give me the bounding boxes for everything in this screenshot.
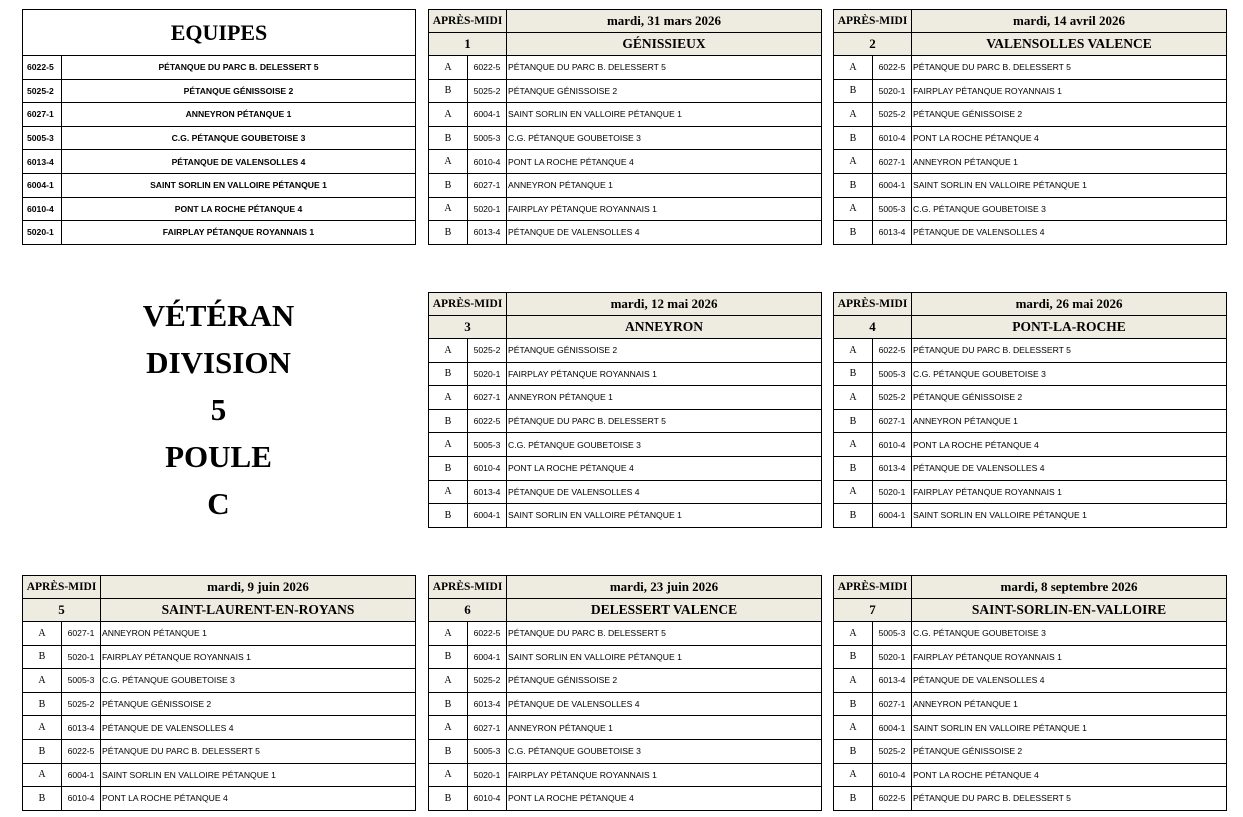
round-number: 7 bbox=[834, 599, 912, 622]
match-row bbox=[429, 739, 822, 763]
match-team: C.G. PÉTANQUE GOUBETOISE 3 bbox=[101, 669, 416, 693]
team-row bbox=[23, 79, 416, 103]
match-side: A bbox=[429, 763, 468, 787]
match-row bbox=[429, 763, 822, 787]
match-side: B bbox=[834, 692, 873, 716]
match-team: FAIRPLAY PÉTANQUE ROYANNAIS 1 bbox=[507, 197, 822, 221]
match-side: B bbox=[429, 126, 468, 150]
team-name: PÉTANQUE DE VALENSOLLES 4 bbox=[62, 150, 416, 174]
match-row bbox=[429, 480, 822, 504]
match-code: 6010-4 bbox=[468, 456, 507, 480]
match-team: FAIRPLAY PÉTANQUE ROYANNAIS 1 bbox=[507, 362, 822, 386]
match-team: PÉTANQUE GÉNISSOISE 2 bbox=[507, 339, 822, 363]
match-code: 6027-1 bbox=[873, 692, 912, 716]
match-side: A bbox=[23, 622, 62, 646]
team-name: FAIRPLAY PÉTANQUE ROYANNAIS 1 bbox=[62, 221, 416, 245]
match-side: B bbox=[834, 645, 873, 669]
match-team: PÉTANQUE GÉNISSOISE 2 bbox=[507, 79, 822, 103]
round-table bbox=[428, 9, 822, 245]
match-row bbox=[429, 787, 822, 811]
match-row bbox=[834, 456, 1227, 480]
team-row bbox=[23, 221, 416, 245]
division-title-line: POULE bbox=[165, 439, 272, 474]
match-side: B bbox=[429, 79, 468, 103]
match-team: C.G. PÉTANQUE GOUBETOISE 3 bbox=[507, 126, 822, 150]
team-row bbox=[23, 173, 416, 197]
round-table bbox=[428, 575, 822, 811]
match-row bbox=[429, 409, 822, 433]
match-code: 5025-2 bbox=[873, 386, 912, 410]
match-row bbox=[23, 787, 416, 811]
match-row bbox=[429, 103, 822, 127]
period-label: APRÈS-MIDI bbox=[429, 576, 507, 599]
division-title-line: VÉTÉRAN bbox=[142, 298, 295, 333]
match-team: FAIRPLAY PÉTANQUE ROYANNAIS 1 bbox=[912, 79, 1227, 103]
match-team: PÉTANQUE DE VALENSOLLES 4 bbox=[912, 221, 1227, 245]
match-code: 5005-3 bbox=[873, 622, 912, 646]
match-team: PONT LA ROCHE PÉTANQUE 4 bbox=[507, 456, 822, 480]
match-side: A bbox=[834, 150, 873, 174]
match-side: A bbox=[429, 716, 468, 740]
match-team: ANNEYRON PÉTANQUE 1 bbox=[912, 692, 1227, 716]
match-side: A bbox=[429, 669, 468, 693]
team-row bbox=[23, 103, 416, 127]
match-team: PÉTANQUE GÉNISSOISE 2 bbox=[912, 739, 1227, 763]
match-row bbox=[429, 645, 822, 669]
match-code: 6022-5 bbox=[873, 787, 912, 811]
team-code: 5005-3 bbox=[23, 126, 62, 150]
match-code: 6022-5 bbox=[468, 409, 507, 433]
round-venue: SAINT-SORLIN-EN-VALLOIRE bbox=[912, 599, 1227, 622]
match-row bbox=[429, 56, 822, 80]
match-code: 5020-1 bbox=[468, 763, 507, 787]
match-side: B bbox=[834, 739, 873, 763]
period-label: APRÈS-MIDI bbox=[429, 293, 507, 316]
match-side: A bbox=[834, 669, 873, 693]
match-team: PONT LA ROCHE PÉTANQUE 4 bbox=[101, 787, 416, 811]
match-code: 6004-1 bbox=[873, 173, 912, 197]
match-side: B bbox=[834, 787, 873, 811]
team-row bbox=[23, 197, 416, 221]
round-date: mardi, 26 mai 2026 bbox=[912, 293, 1227, 316]
match-team: PÉTANQUE DU PARC B. DELESSERT 5 bbox=[101, 739, 416, 763]
match-team: SAINT SORLIN EN VALLOIRE PÉTANQUE 1 bbox=[912, 716, 1227, 740]
match-row bbox=[23, 645, 416, 669]
match-code: 6010-4 bbox=[873, 126, 912, 150]
match-side: A bbox=[429, 622, 468, 646]
match-row bbox=[429, 504, 822, 528]
match-team: ANNEYRON PÉTANQUE 1 bbox=[912, 150, 1227, 174]
match-code: 5025-2 bbox=[62, 692, 101, 716]
match-code: 5020-1 bbox=[873, 480, 912, 504]
match-code: 5025-2 bbox=[468, 79, 507, 103]
match-side: B bbox=[23, 739, 62, 763]
match-team: PÉTANQUE GÉNISSOISE 2 bbox=[101, 692, 416, 716]
match-side: B bbox=[429, 504, 468, 528]
match-team: C.G. PÉTANQUE GOUBETOISE 3 bbox=[507, 433, 822, 457]
match-team: C.G. PÉTANQUE GOUBETOISE 3 bbox=[912, 362, 1227, 386]
match-side: A bbox=[23, 669, 62, 693]
round-number: 2 bbox=[834, 33, 912, 56]
match-code: 6022-5 bbox=[873, 339, 912, 363]
match-side: A bbox=[834, 716, 873, 740]
match-code: 6022-5 bbox=[62, 739, 101, 763]
match-team: SAINT SORLIN EN VALLOIRE PÉTANQUE 1 bbox=[912, 504, 1227, 528]
match-team: PÉTANQUE DE VALENSOLLES 4 bbox=[912, 456, 1227, 480]
match-team: PÉTANQUE DU PARC B. DELESSERT 5 bbox=[507, 409, 822, 433]
division-title-line: 5 bbox=[210, 392, 227, 427]
round-date: mardi, 12 mai 2026 bbox=[507, 293, 822, 316]
match-team: PÉTANQUE DU PARC B. DELESSERT 5 bbox=[507, 622, 822, 646]
round-venue: SAINT-LAURENT-EN-ROYANS bbox=[101, 599, 416, 622]
team-row bbox=[23, 126, 416, 150]
team-name: PÉTANQUE GÉNISSOISE 2 bbox=[62, 79, 416, 103]
match-row bbox=[834, 150, 1227, 174]
match-side: A bbox=[834, 56, 873, 80]
match-side: B bbox=[429, 173, 468, 197]
match-row bbox=[834, 669, 1227, 693]
match-row bbox=[834, 362, 1227, 386]
match-team: PÉTANQUE GÉNISSOISE 2 bbox=[507, 669, 822, 693]
match-code: 6027-1 bbox=[873, 409, 912, 433]
match-side: B bbox=[834, 79, 873, 103]
round-date: mardi, 14 avril 2026 bbox=[912, 10, 1227, 33]
match-side: B bbox=[834, 126, 873, 150]
match-side: A bbox=[834, 197, 873, 221]
match-side: A bbox=[429, 56, 468, 80]
match-team: PÉTANQUE DU PARC B. DELESSERT 5 bbox=[912, 339, 1227, 363]
match-code: 6013-4 bbox=[468, 221, 507, 245]
match-row bbox=[834, 173, 1227, 197]
match-team: ANNEYRON PÉTANQUE 1 bbox=[507, 716, 822, 740]
match-side: B bbox=[834, 362, 873, 386]
teams-title: EQUIPES bbox=[23, 10, 416, 56]
match-code: 5020-1 bbox=[873, 79, 912, 103]
match-side: A bbox=[834, 763, 873, 787]
teams-table bbox=[22, 9, 416, 245]
match-team: PÉTANQUE GÉNISSOISE 2 bbox=[912, 386, 1227, 410]
match-team: PÉTANQUE DE VALENSOLLES 4 bbox=[507, 221, 822, 245]
match-row bbox=[429, 339, 822, 363]
match-team: PONT LA ROCHE PÉTANQUE 4 bbox=[912, 763, 1227, 787]
match-code: 6027-1 bbox=[468, 173, 507, 197]
match-team: C.G. PÉTANQUE GOUBETOISE 3 bbox=[912, 197, 1227, 221]
match-row bbox=[834, 716, 1227, 740]
match-row bbox=[429, 150, 822, 174]
match-row bbox=[834, 339, 1227, 363]
round-venue: DELESSERT VALENCE bbox=[507, 599, 822, 622]
match-team: ANNEYRON PÉTANQUE 1 bbox=[101, 622, 416, 646]
match-team: PÉTANQUE DE VALENSOLLES 4 bbox=[912, 669, 1227, 693]
match-code: 5025-2 bbox=[468, 339, 507, 363]
division-title bbox=[22, 292, 415, 527]
match-side: A bbox=[834, 339, 873, 363]
match-row bbox=[834, 622, 1227, 646]
match-code: 6004-1 bbox=[468, 645, 507, 669]
round-venue: VALENSOLLES VALENCE bbox=[912, 33, 1227, 56]
team-name: ANNEYRON PÉTANQUE 1 bbox=[62, 103, 416, 127]
team-code: 6027-1 bbox=[23, 103, 62, 127]
match-side: B bbox=[834, 409, 873, 433]
match-code: 6013-4 bbox=[873, 456, 912, 480]
match-code: 5005-3 bbox=[873, 362, 912, 386]
match-code: 6010-4 bbox=[468, 150, 507, 174]
match-side: B bbox=[834, 173, 873, 197]
match-side: A bbox=[429, 103, 468, 127]
round-venue: PONT-LA-ROCHE bbox=[912, 316, 1227, 339]
match-code: 6010-4 bbox=[873, 433, 912, 457]
match-team: C.G. PÉTANQUE GOUBETOISE 3 bbox=[912, 622, 1227, 646]
team-name: PÉTANQUE DU PARC B. DELESSERT 5 bbox=[62, 56, 416, 80]
team-code: 5020-1 bbox=[23, 221, 62, 245]
match-team: FAIRPLAY PÉTANQUE ROYANNAIS 1 bbox=[507, 763, 822, 787]
round-table bbox=[22, 575, 416, 811]
match-row bbox=[429, 716, 822, 740]
match-row bbox=[23, 622, 416, 646]
match-side: A bbox=[429, 480, 468, 504]
team-name: SAINT SORLIN EN VALLOIRE PÉTANQUE 1 bbox=[62, 173, 416, 197]
match-code: 5005-3 bbox=[62, 669, 101, 693]
match-team: PÉTANQUE DE VALENSOLLES 4 bbox=[507, 480, 822, 504]
team-row bbox=[23, 150, 416, 174]
round-date: mardi, 9 juin 2026 bbox=[101, 576, 416, 599]
match-code: 5005-3 bbox=[468, 433, 507, 457]
match-row bbox=[23, 716, 416, 740]
match-code: 6004-1 bbox=[468, 504, 507, 528]
match-team: ANNEYRON PÉTANQUE 1 bbox=[912, 409, 1227, 433]
match-code: 6013-4 bbox=[468, 692, 507, 716]
round-table bbox=[833, 9, 1227, 245]
team-name: C.G. PÉTANQUE GOUBETOISE 3 bbox=[62, 126, 416, 150]
match-row bbox=[429, 126, 822, 150]
match-row bbox=[429, 362, 822, 386]
match-row bbox=[834, 56, 1227, 80]
match-code: 6013-4 bbox=[873, 221, 912, 245]
match-row bbox=[834, 103, 1227, 127]
match-row bbox=[429, 79, 822, 103]
match-code: 6013-4 bbox=[873, 669, 912, 693]
round-number: 5 bbox=[23, 599, 101, 622]
match-side: A bbox=[429, 150, 468, 174]
match-team: PONT LA ROCHE PÉTANQUE 4 bbox=[507, 150, 822, 174]
period-label: APRÈS-MIDI bbox=[834, 10, 912, 33]
match-team: PÉTANQUE DU PARC B. DELESSERT 5 bbox=[507, 56, 822, 80]
match-row bbox=[834, 197, 1227, 221]
round-venue: ANNEYRON bbox=[507, 316, 822, 339]
match-code: 6022-5 bbox=[468, 56, 507, 80]
match-side: B bbox=[834, 221, 873, 245]
match-code: 6004-1 bbox=[62, 763, 101, 787]
match-code: 5005-3 bbox=[468, 126, 507, 150]
round-table bbox=[833, 292, 1227, 528]
match-team: C.G. PÉTANQUE GOUBETOISE 3 bbox=[507, 739, 822, 763]
match-row bbox=[23, 739, 416, 763]
match-code: 6013-4 bbox=[468, 480, 507, 504]
round-venue: GÉNISSIEUX bbox=[507, 33, 822, 56]
team-code: 6013-4 bbox=[23, 150, 62, 174]
match-row bbox=[834, 739, 1227, 763]
match-side: B bbox=[23, 787, 62, 811]
match-row bbox=[429, 386, 822, 410]
match-row bbox=[834, 79, 1227, 103]
match-code: 5005-3 bbox=[468, 739, 507, 763]
match-row bbox=[834, 692, 1227, 716]
match-team: SAINT SORLIN EN VALLOIRE PÉTANQUE 1 bbox=[507, 645, 822, 669]
match-code: 6027-1 bbox=[468, 716, 507, 740]
match-code: 5020-1 bbox=[873, 645, 912, 669]
match-team: PÉTANQUE GÉNISSOISE 2 bbox=[912, 103, 1227, 127]
match-team: PÉTANQUE DE VALENSOLLES 4 bbox=[101, 716, 416, 740]
match-side: A bbox=[834, 386, 873, 410]
match-row bbox=[429, 622, 822, 646]
period-label: APRÈS-MIDI bbox=[834, 576, 912, 599]
match-row bbox=[429, 669, 822, 693]
match-code: 5025-2 bbox=[873, 103, 912, 127]
match-row bbox=[23, 763, 416, 787]
period-label: APRÈS-MIDI bbox=[834, 293, 912, 316]
match-team: FAIRPLAY PÉTANQUE ROYANNAIS 1 bbox=[101, 645, 416, 669]
match-team: PONT LA ROCHE PÉTANQUE 4 bbox=[912, 126, 1227, 150]
round-date: mardi, 23 juin 2026 bbox=[507, 576, 822, 599]
match-side: A bbox=[429, 386, 468, 410]
round-table bbox=[428, 292, 822, 528]
match-row bbox=[834, 480, 1227, 504]
match-team: PONT LA ROCHE PÉTANQUE 4 bbox=[507, 787, 822, 811]
match-side: B bbox=[429, 456, 468, 480]
division-title-line: C bbox=[207, 486, 230, 521]
match-code: 6027-1 bbox=[62, 622, 101, 646]
team-code: 6010-4 bbox=[23, 197, 62, 221]
match-row bbox=[834, 221, 1227, 245]
match-team: ANNEYRON PÉTANQUE 1 bbox=[507, 173, 822, 197]
match-side: B bbox=[429, 409, 468, 433]
match-row bbox=[834, 504, 1227, 528]
match-row bbox=[429, 221, 822, 245]
match-code: 5020-1 bbox=[62, 645, 101, 669]
round-date: mardi, 8 septembre 2026 bbox=[912, 576, 1227, 599]
match-side: A bbox=[834, 480, 873, 504]
match-row bbox=[834, 763, 1227, 787]
match-side: A bbox=[834, 622, 873, 646]
match-row bbox=[23, 692, 416, 716]
team-code: 6022-5 bbox=[23, 56, 62, 80]
match-team: SAINT SORLIN EN VALLOIRE PÉTANQUE 1 bbox=[507, 504, 822, 528]
match-code: 5025-2 bbox=[873, 739, 912, 763]
match-row bbox=[834, 433, 1227, 457]
match-team: PÉTANQUE DE VALENSOLLES 4 bbox=[507, 692, 822, 716]
match-team: FAIRPLAY PÉTANQUE ROYANNAIS 1 bbox=[912, 645, 1227, 669]
match-team: SAINT SORLIN EN VALLOIRE PÉTANQUE 1 bbox=[101, 763, 416, 787]
match-side: B bbox=[429, 739, 468, 763]
match-row bbox=[429, 456, 822, 480]
match-team: PÉTANQUE DU PARC B. DELESSERT 5 bbox=[912, 56, 1227, 80]
match-side: B bbox=[429, 645, 468, 669]
match-side: B bbox=[429, 221, 468, 245]
match-code: 6013-4 bbox=[62, 716, 101, 740]
team-row bbox=[23, 56, 416, 80]
match-code: 5005-3 bbox=[873, 197, 912, 221]
round-number: 1 bbox=[429, 33, 507, 56]
match-team: ANNEYRON PÉTANQUE 1 bbox=[507, 386, 822, 410]
match-row bbox=[834, 787, 1227, 811]
match-code: 6022-5 bbox=[873, 56, 912, 80]
match-code: 6022-5 bbox=[468, 622, 507, 646]
round-number: 6 bbox=[429, 599, 507, 622]
match-side: B bbox=[834, 456, 873, 480]
match-row bbox=[429, 173, 822, 197]
round-date: mardi, 31 mars 2026 bbox=[507, 10, 822, 33]
period-label: APRÈS-MIDI bbox=[23, 576, 101, 599]
match-side: A bbox=[23, 716, 62, 740]
match-code: 6027-1 bbox=[873, 150, 912, 174]
match-side: A bbox=[429, 197, 468, 221]
match-row bbox=[429, 692, 822, 716]
match-team: PÉTANQUE DU PARC B. DELESSERT 5 bbox=[912, 787, 1227, 811]
match-side: B bbox=[429, 692, 468, 716]
match-team: PONT LA ROCHE PÉTANQUE 4 bbox=[912, 433, 1227, 457]
match-side: B bbox=[23, 692, 62, 716]
match-code: 5020-1 bbox=[468, 197, 507, 221]
match-code: 6027-1 bbox=[468, 386, 507, 410]
match-side: A bbox=[834, 103, 873, 127]
match-team: SAINT SORLIN EN VALLOIRE PÉTANQUE 1 bbox=[912, 173, 1227, 197]
match-code: 6004-1 bbox=[873, 716, 912, 740]
round-table bbox=[833, 575, 1227, 811]
team-name: PONT LA ROCHE PÉTANQUE 4 bbox=[62, 197, 416, 221]
round-number: 4 bbox=[834, 316, 912, 339]
match-row bbox=[834, 409, 1227, 433]
match-row bbox=[834, 126, 1227, 150]
match-team: SAINT SORLIN EN VALLOIRE PÉTANQUE 1 bbox=[507, 103, 822, 127]
match-code: 6004-1 bbox=[468, 103, 507, 127]
match-side: A bbox=[834, 433, 873, 457]
match-side: A bbox=[429, 433, 468, 457]
match-side: B bbox=[429, 362, 468, 386]
team-code: 6004-1 bbox=[23, 173, 62, 197]
match-side: A bbox=[429, 339, 468, 363]
match-row bbox=[23, 669, 416, 693]
match-row bbox=[834, 386, 1227, 410]
match-row bbox=[834, 645, 1227, 669]
match-team: FAIRPLAY PÉTANQUE ROYANNAIS 1 bbox=[912, 480, 1227, 504]
division-title-line: DIVISION bbox=[146, 345, 291, 380]
match-code: 5025-2 bbox=[468, 669, 507, 693]
team-code: 5025-2 bbox=[23, 79, 62, 103]
match-code: 6010-4 bbox=[468, 787, 507, 811]
match-side: B bbox=[429, 787, 468, 811]
match-code: 6004-1 bbox=[873, 504, 912, 528]
period-label: APRÈS-MIDI bbox=[429, 10, 507, 33]
match-side: B bbox=[23, 645, 62, 669]
match-code: 6010-4 bbox=[873, 763, 912, 787]
match-code: 6010-4 bbox=[62, 787, 101, 811]
match-row bbox=[429, 433, 822, 457]
match-side: A bbox=[23, 763, 62, 787]
round-number: 3 bbox=[429, 316, 507, 339]
match-row bbox=[429, 197, 822, 221]
match-code: 5020-1 bbox=[468, 362, 507, 386]
match-side: B bbox=[834, 504, 873, 528]
